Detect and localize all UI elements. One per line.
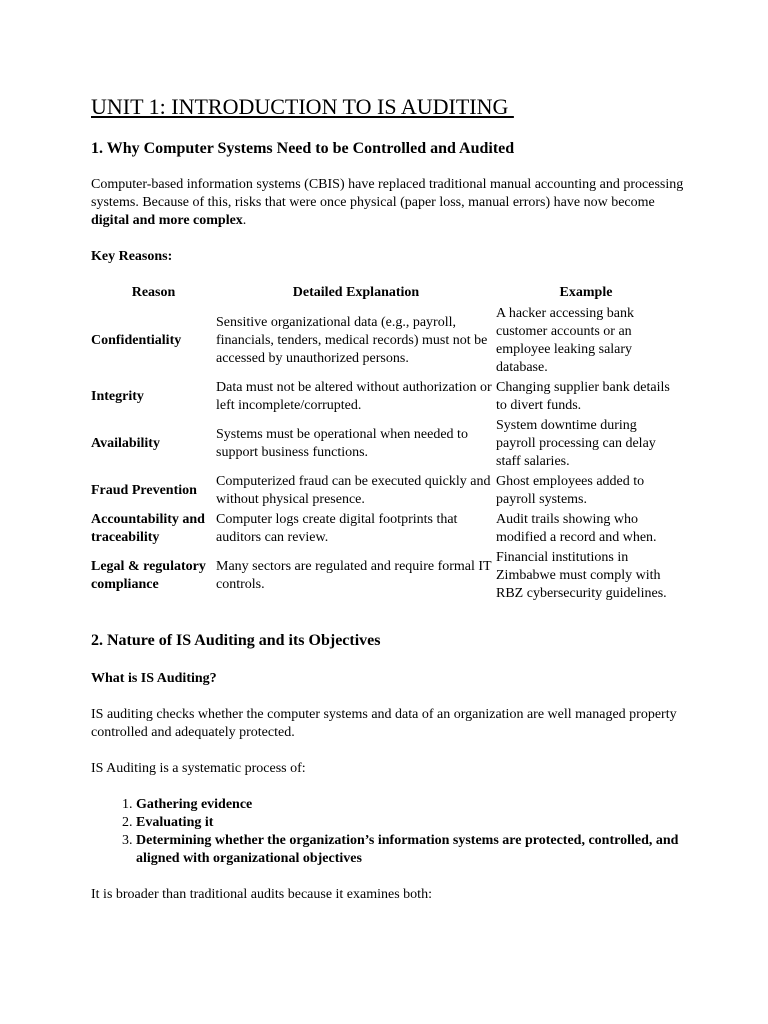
section-1-heading: 1. Why Computer Systems Need to be Controlled and Audited (91, 140, 515, 157)
row-explanation: Many sectors are regulated and require formal IT controls. (216, 559, 492, 592)
section-1-intro (91, 176, 691, 230)
row-reason: Accountability and traceability (91, 512, 205, 545)
row-reason: Fraud Prevention (91, 483, 197, 498)
table-row (91, 548, 676, 604)
intro-emphasis: digital and more complex (91, 213, 243, 228)
intro-text: Computer-based information systems (CBIS) have replaced traditional manual accounting and processing systems. Because of this, risks that were once physical (paper loss, manual errors) have now become (91, 177, 684, 210)
reasons-table (91, 284, 676, 604)
row-explanation: Computer logs create digital footprints that auditors can review. (216, 512, 458, 545)
process-steps-list (91, 796, 691, 868)
row-reason: Integrity (91, 389, 144, 404)
row-example: Changing supplier bank details to divert funds. (496, 380, 670, 413)
row-reason: Confidentiality (91, 333, 182, 348)
row-example: Ghost employees added to payroll systems. (496, 474, 645, 507)
page-title: UNIT 1: INTRODUCTION TO IS AUDITING (91, 94, 514, 119)
row-reason: Availability (91, 436, 160, 451)
row-explanation: Computerized fraud can be executed quickly and without physical presence. (216, 474, 491, 507)
table-row (91, 416, 676, 472)
table-row (91, 510, 676, 548)
table-header-row (91, 284, 676, 304)
document-content (91, 92, 691, 904)
list-item: 2. Evaluating it (136, 814, 691, 832)
table-row (91, 304, 676, 378)
list-item: 3. Determining whether the organization’s information systems are protected, controlled, and aligned with organizational objectives (136, 832, 691, 868)
list-item: 1. Gathering evidence (136, 796, 691, 814)
section-2-heading: 2. Nature of IS Auditing and its Objectives (91, 632, 381, 649)
table-row (91, 472, 676, 510)
process-intro: IS Auditing is a systematic process of: (91, 761, 306, 776)
row-example: A hacker accessing bank customer accounts or an employee leaking salary database. (496, 306, 634, 375)
header-explanation: Detailed Explanation (292, 285, 420, 300)
row-example: System downtime during payroll processing can delay staff salaries. (496, 418, 656, 469)
row-example: Financial institutions in Zimbabwe must comply with RBZ cybersecurity guidelines. (496, 550, 667, 601)
header-reason: Reason (131, 285, 176, 300)
definition-paragraph: IS auditing checks whether the computer systems and data of an organization are well managed property controlled and adequately protected. (91, 707, 677, 740)
row-explanation: Systems must be operational when needed to support business functions. (216, 427, 468, 460)
row-reason: Legal & regulatory compliance (91, 559, 206, 592)
subheading-what-is: What is IS Auditing? (91, 671, 217, 686)
row-explanation: Sensitive organizational data (e.g., payroll, financials, tenders, medical records) must not be accessed by unauthorized persons. (216, 315, 488, 366)
intro-end: . (242, 213, 247, 228)
broader-paragraph: It is broader than traditional audits because it examines both: (91, 887, 432, 902)
key-reasons-label: Key Reasons: (91, 249, 173, 264)
table-row (91, 378, 676, 416)
header-example: Example (559, 285, 613, 300)
row-explanation: Data must not be altered without authorization or left incomplete/corrupted. (216, 380, 492, 413)
row-example: Audit trails showing who modified a record and when. (496, 512, 657, 545)
